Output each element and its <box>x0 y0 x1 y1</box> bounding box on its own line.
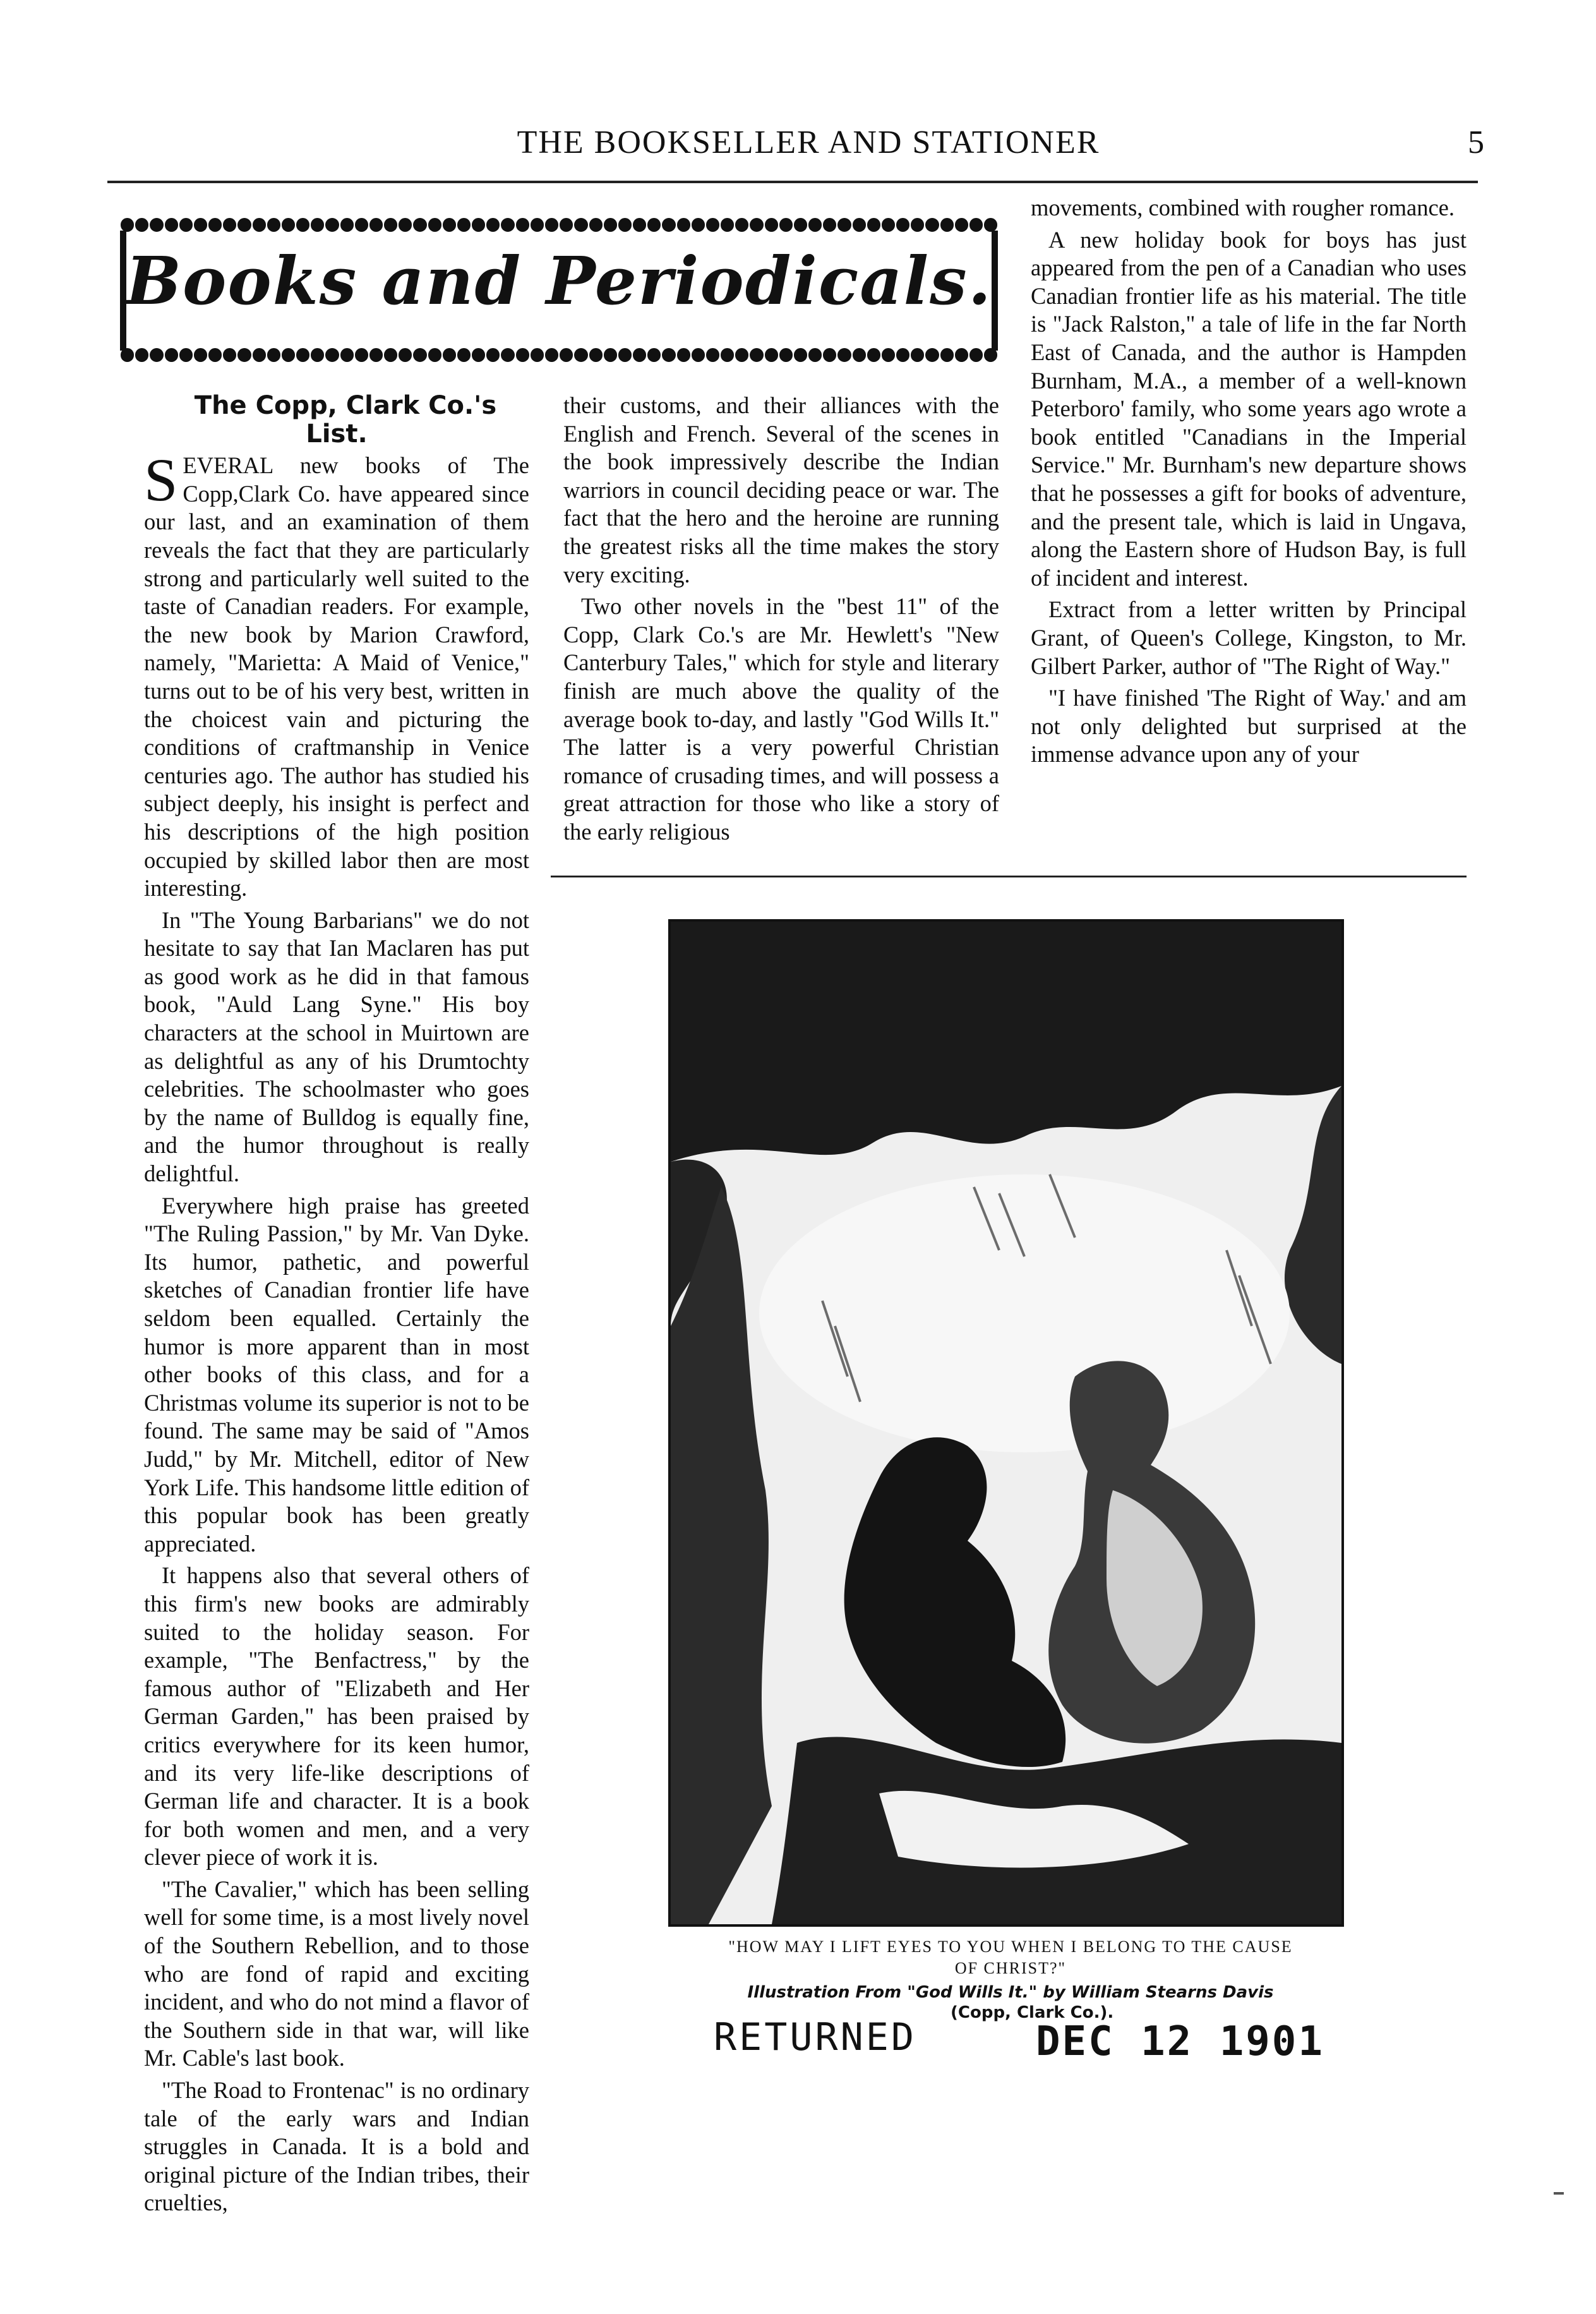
border-dot <box>443 348 456 362</box>
border-dot <box>794 348 807 362</box>
header-rule <box>107 181 1478 183</box>
border-dot <box>574 348 587 362</box>
border-dot <box>955 348 968 362</box>
border-dot <box>296 348 309 362</box>
paragraph: A new holiday book for boys has just appeared from the pen of a Canadian who uses Canadian frontier life as his material. The title is "Jack Ralston," a tale of life in the far North East of Canada, and the author is Hampden Burnham, M.A., a member of a well-known Peterboro' family, who some years ago wrote a book entitled "Canadians in the Imperial Service." Mr. Burnham's new departure shows that he possesses a gift for books of adventure, and the present tale, which is laid in Ungava, along the Eastern shore of Hudson Bay, is full of incident and interest. <box>1031 226 1467 591</box>
border-dot <box>911 348 924 362</box>
engraving-image <box>671 922 1341 1924</box>
border-dot <box>516 348 529 362</box>
border-dot <box>267 218 280 232</box>
border-dot <box>165 348 178 362</box>
illustration-credit: Illustration From "God Wills It." by William Stearns Davis <box>747 1983 1274 2002</box>
border-dot <box>940 348 954 362</box>
border-dot <box>325 348 339 362</box>
border-dot <box>355 348 368 362</box>
border-dot <box>545 348 558 362</box>
border-dot <box>369 348 383 362</box>
border-dot <box>647 348 661 362</box>
border-dot <box>837 218 851 232</box>
border-dot <box>662 348 675 362</box>
paragraph: In "The Young Barbarians" we do not hesitate to say that Ian Maclaren has put as good work as he did in that famous book, "Auld Lang Syne." His boy characters at the school in Muirtown are as delightful as any of his Drumtochty celebrities. The schoolmaster who goes by the name of Bulldog is equally fine, and the humor throughout is really delightful. <box>144 907 529 1187</box>
border-dot <box>618 348 632 362</box>
paragraph: Two other novels in the "best 11" of the Copp, Clark Co.'s are Mr. Hewlett's "New Canterbury Tales," which for style and literary finish are much above the quality of the average book to-day, and lastly "God Wills It." The latter is a very powerful Christian romance of crusading times, and will possess a great attraction for those who like a story of the early religious <box>563 593 999 845</box>
border-dot <box>574 218 587 232</box>
border-dot <box>384 218 397 232</box>
border-dot <box>282 218 295 232</box>
running-head: THE BOOKSELLER AND STATIONER <box>517 124 1100 160</box>
border-dot <box>721 348 734 362</box>
border-dot <box>531 218 544 232</box>
page-number: 5 <box>1468 124 1484 160</box>
border-dot <box>896 218 909 232</box>
border-dot <box>150 348 163 362</box>
border-dot <box>208 218 222 232</box>
border-dot <box>472 348 485 362</box>
border-dot <box>925 348 939 362</box>
border-dot <box>457 218 471 232</box>
border-dot <box>721 218 734 232</box>
border-dot <box>208 348 222 362</box>
border-dot <box>808 348 822 362</box>
border-dot <box>237 348 251 362</box>
page-header <box>145 124 1484 174</box>
border-dot <box>282 348 295 362</box>
border-dot <box>882 218 895 232</box>
border-dot <box>472 218 485 232</box>
border-dot <box>604 218 617 232</box>
border-dot <box>692 348 705 362</box>
border-dot <box>853 348 866 362</box>
border-dot <box>413 348 426 362</box>
banner-top-border <box>120 218 998 233</box>
border-dot <box>369 218 383 232</box>
border-dot <box>750 218 763 232</box>
border-dot <box>955 218 968 232</box>
caption-line-1: "HOW MAY I LIFT EYES TO YOU WHEN I BELONG TO THE CAUSE <box>728 1937 1293 1956</box>
caption-line-2: OF CHRIST?" <box>954 1959 1067 1977</box>
border-dot <box>823 348 836 362</box>
border-dot <box>765 348 778 362</box>
border-dot <box>135 218 148 232</box>
border-dot <box>779 348 793 362</box>
border-dot <box>501 348 514 362</box>
border-dot <box>443 218 456 232</box>
column-1 <box>144 392 529 2221</box>
border-dot <box>867 348 880 362</box>
border-dot <box>808 218 822 232</box>
border-dot <box>735 218 748 232</box>
article-heading: The Copp, Clark Co.'s List. <box>194 391 497 449</box>
paragraph: their customs, and their alliances with the English and French. Several of the scenes in the book impressively describe the Indian warriors in council deciding peace or war. The fact that the hero and the heroine are running the greatest risks all the time makes the story very exciting. <box>563 392 999 588</box>
border-dot <box>969 348 983 362</box>
returned-stamp: RETURNED <box>714 2015 916 2059</box>
border-dot <box>428 348 441 362</box>
section-title: Books and Periodicals. <box>126 242 992 320</box>
border-dot <box>940 218 954 232</box>
border-dot <box>706 218 719 232</box>
illustration <box>668 919 1344 1927</box>
border-dot <box>677 218 690 232</box>
paragraph: "I have finished 'The Right of Way.' and am not only delighted but surprised at the immense advance upon any of your <box>1031 685 1467 768</box>
border-dot <box>165 218 178 232</box>
border-dot <box>121 348 134 362</box>
border-dot <box>121 218 134 232</box>
border-dot <box>677 348 690 362</box>
border-dot <box>969 218 983 232</box>
border-dot <box>223 348 236 362</box>
border-dot <box>311 348 324 362</box>
border-dot <box>589 348 603 362</box>
drop-cap: S <box>144 446 178 514</box>
border-dot <box>984 218 997 232</box>
border-dot <box>237 218 251 232</box>
border-dot <box>428 218 441 232</box>
border-dot <box>457 348 471 362</box>
border-dot <box>589 218 603 232</box>
border-dot <box>194 218 207 232</box>
border-dot <box>545 218 558 232</box>
border-dot <box>486 218 500 232</box>
border-dot <box>823 218 836 232</box>
border-dot <box>501 218 514 232</box>
border-dot <box>223 218 236 232</box>
border-dot <box>560 218 573 232</box>
column-rule <box>551 876 1467 877</box>
column-2 <box>563 392 999 850</box>
border-dot <box>150 218 163 232</box>
border-dot <box>647 218 661 232</box>
border-dot <box>735 348 748 362</box>
border-dot <box>194 348 207 362</box>
border-dot <box>984 348 997 362</box>
border-dot <box>399 348 412 362</box>
border-dot <box>867 218 880 232</box>
border-dot <box>853 218 866 232</box>
border-dot <box>882 348 895 362</box>
border-dot <box>413 218 426 232</box>
paragraph: Extract from a letter written by Principal Grant, of Queen's College, Kingston, to Mr. Gilbert Parker, author of "The Right of Way." <box>1031 596 1467 679</box>
border-dot <box>779 218 793 232</box>
border-dot <box>179 218 193 232</box>
paragraph: Everywhere high praise has greeted "The Ruling Passion," by Mr. Van Dyke. Its humor, pathetic, and powerful sketches of Canadian frontier life have seldom been equalled. Certainly the humor is more apparent than in most other books of this class, and for a Christmas volume its superior is not to be found. The same may be said of "Amos Judd," by Mr. Mitchell, editor of New York Life. This handsome little edition of this popular book has been greatly appreciated. <box>144 1192 529 1557</box>
border-dot <box>311 218 324 232</box>
border-dot <box>604 348 617 362</box>
illustration-caption <box>632 1936 1389 1979</box>
paragraph: movements, combined with rougher romance. <box>1031 195 1455 220</box>
border-dot <box>253 348 266 362</box>
border-dot <box>355 218 368 232</box>
border-dot <box>896 348 909 362</box>
border-dot <box>618 218 632 232</box>
border-dot <box>340 348 354 362</box>
paragraph: It happens also that several others of this firm's new books are admirably suited to the holiday season. For example, "The Benfactress," by the famous author of "Elizabeth and Her German Garden," has been praised by critics everywhere for its keen humor, and its very life-like descriptions of German life and character. It is a book for both women and men, and a very clever piece of work it is. <box>144 1562 529 1871</box>
border-dot <box>531 348 544 362</box>
border-dot <box>179 348 193 362</box>
border-dot <box>837 348 851 362</box>
border-dot <box>765 218 778 232</box>
border-dot <box>633 218 646 232</box>
banner-bottom-border <box>120 348 998 363</box>
border-dot <box>750 348 763 362</box>
border-dot <box>384 348 397 362</box>
border-dot <box>925 218 939 232</box>
margin-mark <box>1554 2192 1564 2195</box>
paragraph: SEVERAL new books of The Copp,Clark Co. have appeared since our last, and an examination of them reveals the fact that they are particularly strong and particularly well suited to the taste of Canadian readers. For example, the new book by Marion Crawford, namely, "Marietta: A Maid of Venice," turns out to be of his very best, written in the choicest vain and picturing the conditions of craftmanship in Venice centuries ago. The author has studied his subject deeply, his insight is perfect and his descriptions of the high position occupied by skilled labor then are most interesting. <box>144 446 529 901</box>
border-dot <box>706 348 719 362</box>
paragraph: "The Road to Frontenac" is no ordinary tale of the early wars and Indian struggles in Canada. It is a bold and original picture of the Indian tribes, their cruelties, <box>144 2077 529 2216</box>
border-dot <box>486 348 500 362</box>
border-dot <box>560 348 573 362</box>
border-dot <box>794 218 807 232</box>
border-dot <box>516 218 529 232</box>
date-stamp: DEC 12 1901 <box>1036 2018 1324 2065</box>
border-dot <box>267 348 280 362</box>
illustration-publisher: (Copp, Clark Co.). <box>951 2003 1114 2022</box>
section-banner <box>120 218 998 363</box>
border-dot <box>135 348 148 362</box>
border-dot <box>253 218 266 232</box>
border-dot <box>911 218 924 232</box>
border-dot <box>325 218 339 232</box>
border-dot <box>662 218 675 232</box>
border-dot <box>296 218 309 232</box>
border-dot <box>340 218 354 232</box>
border-dot <box>633 348 646 362</box>
border-dot <box>399 218 412 232</box>
paragraph: "The Cavalier," which has been selling well for some time, is a most lively novel of the Southern Rebellion, and to those who are fond of rapid and exciting incident, and who do not mind a flavor of the Southern side in that war, will like Mr. Cable's last book. <box>144 1876 529 2071</box>
column-3 <box>1031 194 1467 773</box>
border-dot <box>692 218 705 232</box>
